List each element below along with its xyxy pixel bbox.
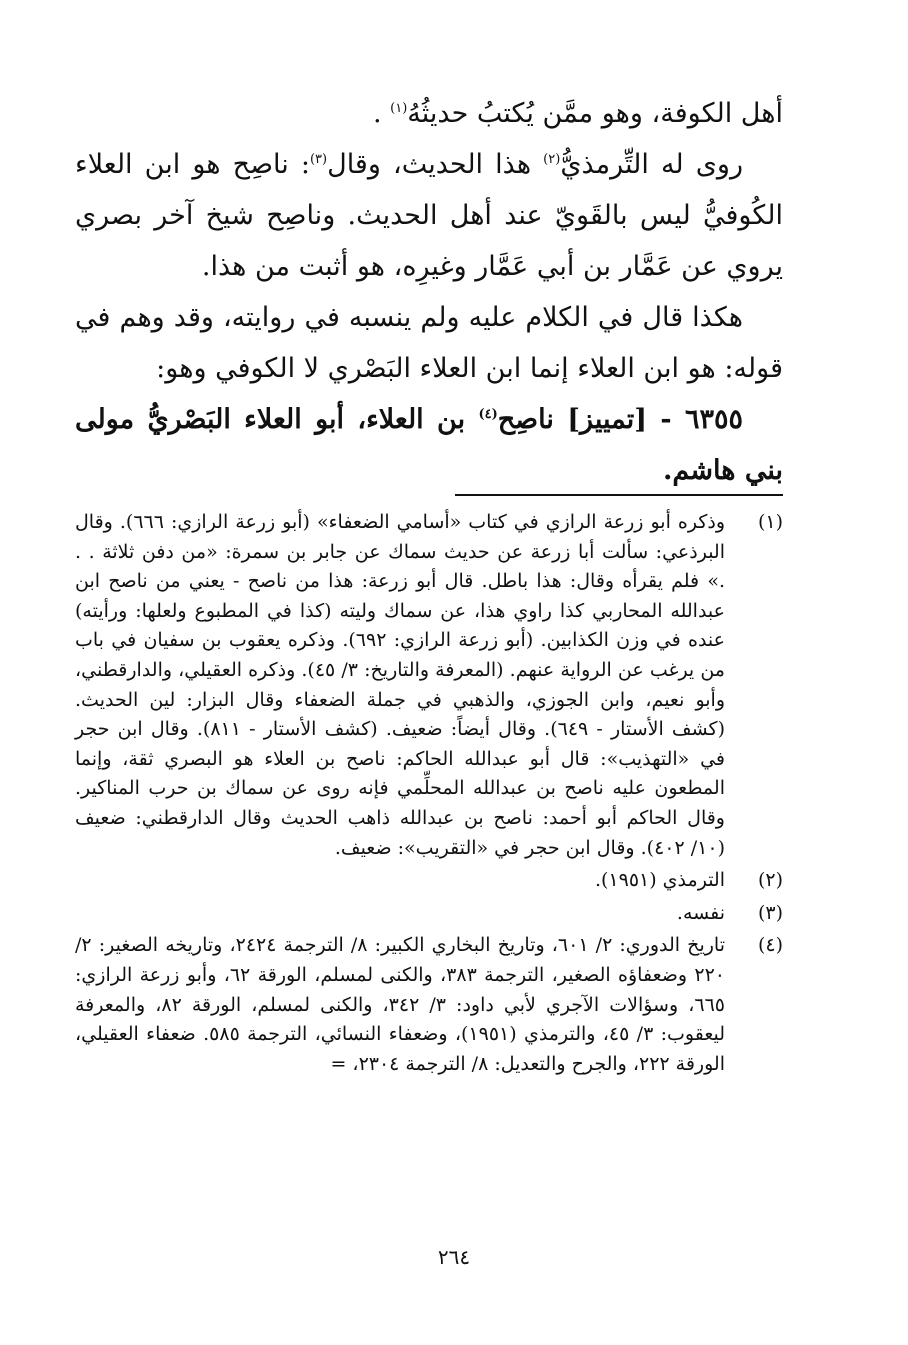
footnote-2 — [75, 866, 783, 896]
footnote-ref-3: (٣) — [309, 152, 328, 167]
entry-number: ٦٣٥٥ — [684, 404, 743, 435]
main-paragraph-2 — [75, 139, 783, 292]
main-line-1-text: أهل الكوفة، وهو ممَّن يُكتبُ حديثُهُ — [407, 98, 783, 129]
footnote-1 — [75, 508, 783, 863]
main-paragraph-3: هكذا قال في الكلام عليه ولم ينسبه في روايته، وقد وهم في قوله: هو ابن العلاء إنما ابن العلاء البَصْري لا الكوفي وهو: — [75, 302, 783, 384]
para2-text-b: هذا الحديث، وقال — [327, 149, 544, 180]
footnote-ref-1: (١) — [390, 101, 408, 116]
page-number: ٢٦٤ — [437, 1245, 471, 1269]
footnote-number: (١) — [757, 511, 783, 533]
footnote-text: الترمذي (١٩٥١). — [594, 869, 725, 892]
biography-entry — [75, 394, 783, 496]
main-line-1-end: . — [372, 98, 391, 129]
footnote-text: نفسه. — [676, 901, 725, 924]
entry-text-b: بن العلاء، أبو العلاء البَصْريُّ مولى بني هاشم. — [75, 404, 783, 486]
footnote-separator — [455, 494, 783, 496]
main-line-1 — [75, 88, 783, 139]
footnote-ref-2: (٢) — [543, 152, 561, 167]
para2-text-a: روى له التِّرمذيُّ — [560, 149, 743, 180]
footnote-ref-4: (٤) — [478, 407, 498, 422]
footnote-4 — [75, 931, 783, 1079]
footnote-number: (٢) — [757, 869, 783, 892]
main-text — [75, 88, 783, 496]
entry-text-a: - [تمييز] ناصِح — [497, 404, 685, 435]
para2-text-c: : ناصِح هو ابن العلاء الكُوفيُّ ليس بالقَويّ عند أهل الحديث. وناصِح شيخ آخر بصري يروي عن عَمَّار بن أبي عَمَّار وغيرِه، هو أثبت من هذا. — [75, 149, 783, 282]
footnote-3 — [75, 899, 783, 929]
footnotes — [75, 508, 783, 1079]
footnote-text: تاريخ الدوري: ٢/ ٦٠١، وتاريخ البخاري الكبير: ٨/ الترجمة ٢٤٢٤، وتاريخه الصغير: ٢/ ٢٢٠ وضعفاؤه الصغير، الترجمة ٣٨٣، والكنى لمسلم، الورقة ٦٢، وأبو زرعة الرازي: ٦٦٥، وسؤالات الآجري لأبي داود: ٣/ ٣٤٢، والكنى لمسلم، الورقة ٨٢، والمعرفة ليعقوب: ٣/ ٤٥، والترمذي (١٩٥١)، وضعفاء النسائي، الترجمة ٥٨٥. ضعفاء العقيلي، الورقة ٢٢٢، والجرح والتعديل: ٨/ الترجمة ٢٣٠٤، = — [75, 934, 726, 1075]
footnote-text: وذكره أبو زرعة الرازي في كتاب «أسامي الضعفاء» (أبو زرعة الرازي: ٦٦٦). وقال البرذعي: سألت أبا زرعة عن حديث سماك عن جابر بن سمرة: «من دفن ثلاثة . . .» فلم يقرأه وقال: هذا باطل. قال أبو زرعة: هذا من ناصح - يعني من ناصح ابن عبدالله المحاربي كذا راوي هذا، عن سماك وليته (كذا في المطبوع ولعلها: ورأيته) عنده في وزن الكذابين. (أبو زرعة الرازي: ٦٩٢). وذكره يعقوب بن سفيان في باب من يرغب عن الرواية عنهم. (المعرفة والتاريخ: ٣/ ٤٥). وذكره العقيلي، والدارقطني، وأبو نعيم، وابن الجوزي، والذهبي في جملة الضعفاء وقال البزار: لين الحديث. (كشف الأستار - ٦٤٩). وقال أيضاً: ضعيف. (كشف الأستار - ٨١١). وقال ابن حجر في «التهذيب»: قال أبو عبدالله الحاكم: ناصح بن العلاء هو البصري ثقة، وإنما المطعون عليه ناصح بن عبدالله المحلِّمي فإنه روى عن سماك بن حرب المناكير. وقال الحاكم أبو أحمد: ناصح بن عبدالله ذاهب الحديث وقال الدارقطني: ضعيف (١٠/ ٤٠٢). وقال ابن حجر في «التقريب»: ضعيف. — [75, 511, 725, 859]
footnote-number: (٣) — [757, 901, 783, 924]
footnote-number: (٤) — [757, 934, 783, 957]
